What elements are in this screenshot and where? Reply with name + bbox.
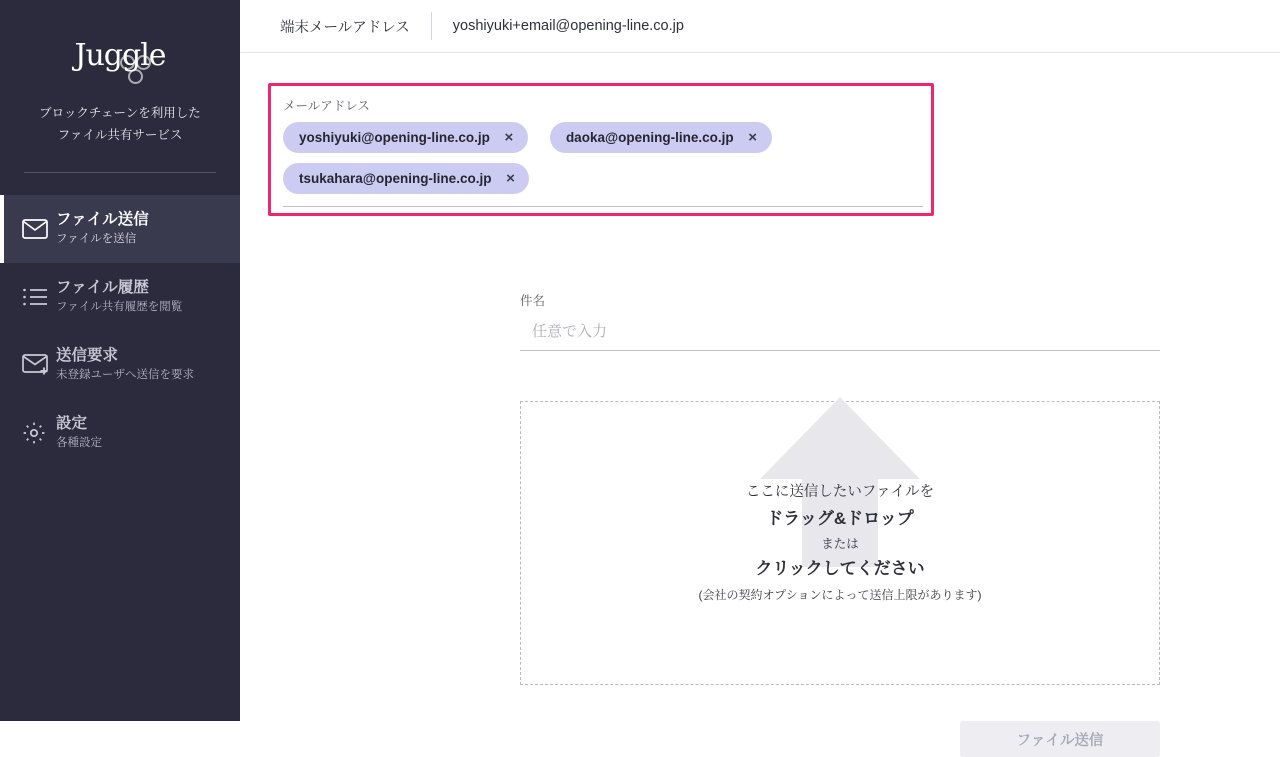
subject-input[interactable]	[520, 317, 1160, 351]
logo-text: Juggle	[74, 37, 166, 73]
list-icon	[22, 287, 56, 307]
close-icon[interactable]: ×	[748, 129, 757, 146]
dropzone-line-5: (会社の契約オプションによって送信上限があります)	[698, 588, 982, 602]
dropzone-line-2: ドラッグ&ドロップ	[766, 509, 914, 528]
email-chip-label: daoka@opening-line.co.jp	[565, 130, 734, 145]
file-dropzone[interactable]	[520, 401, 1160, 685]
subject-field	[520, 291, 1160, 351]
email-chip[interactable]	[283, 163, 529, 194]
email-chip-label: tsukahara@opening-line.co.jp	[299, 171, 492, 186]
email-chip[interactable]	[283, 122, 528, 153]
email-field-label: メールアドレス	[283, 99, 370, 113]
gear-icon	[22, 421, 56, 445]
sidebar-item-title: 送信要求	[56, 347, 119, 364]
sidebar-item-file-history[interactable]	[0, 263, 240, 331]
tagline-line-1: ブロックチェーンを利用した	[39, 106, 201, 120]
sidebar-item-title: ファイル履歴	[56, 279, 149, 296]
sidebar-item-settings[interactable]	[0, 399, 240, 467]
topbar-label: 端末メールアドレス	[280, 19, 410, 36]
sidebar-item-file-send[interactable]	[0, 195, 240, 263]
sidebar-nav	[0, 195, 240, 467]
sidebar-item-sub: 各種設定	[56, 437, 102, 449]
sidebar-item-title: ファイル送信	[56, 211, 149, 228]
sidebar-item-sub: ファイルを送信	[56, 233, 137, 245]
dropzone-line-4: クリックしてください	[755, 559, 925, 578]
main-panel	[240, 0, 1280, 749]
subject-field-label: 件名	[520, 294, 546, 308]
email-chip[interactable]	[550, 122, 772, 153]
mail-add-icon	[22, 354, 56, 376]
topbar	[240, 0, 1280, 53]
sidebar-divider	[24, 172, 216, 173]
logo	[0, 0, 240, 110]
email-chip-label: yoshiyuki@opening-line.co.jp	[299, 130, 490, 145]
email-field[interactable]	[283, 96, 923, 207]
mail-icon	[22, 219, 56, 239]
sidebar	[0, 0, 240, 721]
tagline-line-2: ファイル共有サービス	[57, 128, 183, 142]
close-icon[interactable]: ×	[506, 170, 515, 187]
sidebar-item-send-request[interactable]	[0, 331, 240, 399]
email-field-highlight	[268, 83, 934, 216]
sidebar-item-sub: ファイル共有履歴を閲覧	[56, 301, 183, 313]
dropzone-line-3: または	[821, 537, 859, 551]
sidebar-item-sub: 未登録ユーザへ送信を要求	[56, 369, 194, 381]
dropzone-line-1: ここに送信したいファイルを	[745, 484, 935, 500]
close-icon[interactable]: ×	[504, 129, 514, 146]
sidebar-item-title: 設定	[56, 415, 88, 432]
topbar-email-value: yoshiyuki+email@opening-line.co.jp	[452, 18, 684, 34]
email-chip-list[interactable]	[283, 122, 923, 207]
send-file-button[interactable]: ファイル送信	[960, 721, 1160, 757]
